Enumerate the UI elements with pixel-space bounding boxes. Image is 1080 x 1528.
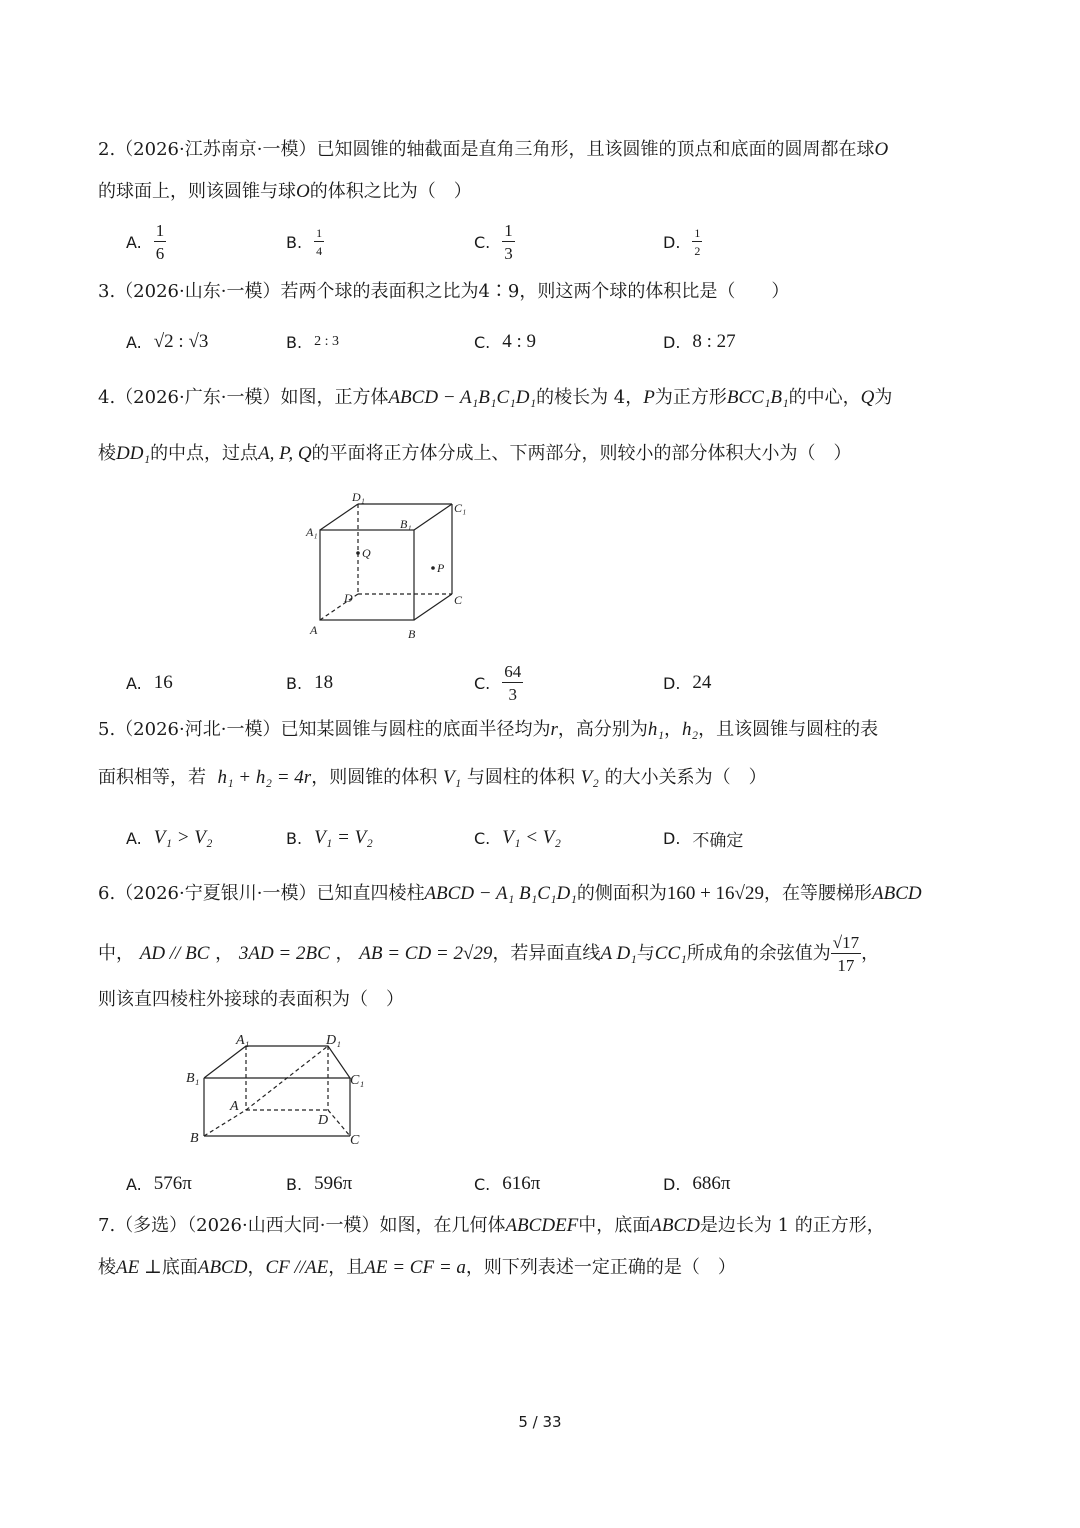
cube-label-b: B <box>408 627 416 641</box>
q5-option-c[interactable]: C. V₁ < V₂ <box>474 827 562 848</box>
q3-option-a[interactable]: A. √2 : √3 <box>126 331 209 352</box>
prism-label-d1: D₁ <box>326 1033 341 1048</box>
q2-line1: 2.（2026·江苏南京·一模）已知圆锥的轴截面是直角三角形，且该圆锥的顶点和底面的圆周都在球O <box>98 139 889 160</box>
q3-option-b[interactable]: B. 2 : 3 <box>286 332 339 352</box>
prism-label-c: C <box>350 1133 360 1148</box>
q3-option-d[interactable]: D. 8 : 27 <box>663 331 736 352</box>
cube-label-c1: C₁ <box>454 501 467 515</box>
q6-option-c[interactable]: C. 616π <box>474 1173 541 1194</box>
cube-label-b1: B₁ <box>400 517 412 531</box>
q3-line1: 3.（2026·山东·一模）若两个球的表面积之比为4∶9，则这两个球的体积比是（ ） <box>98 281 790 302</box>
q5-option-a[interactable]: A. V₁ > V₂ <box>126 827 213 848</box>
q4-option-a[interactable]: A. 16 <box>126 672 173 693</box>
prism-label-b: B <box>190 1131 199 1146</box>
q3-option-c[interactable]: C. 4 : 9 <box>474 331 537 352</box>
cube-label-a: A <box>310 623 318 637</box>
q4-option-d[interactable]: D. 24 <box>663 672 712 693</box>
q2-line2: 的球面上，则该圆锥与球O的体积之比为（ ） <box>98 181 472 202</box>
q4-option-c[interactable]: C. $\frac{64}{3}$ <box>474 662 522 704</box>
q5-option-b[interactable]: B. V₁ = V₂ <box>286 827 373 848</box>
q6-option-d[interactable]: D. 686π <box>663 1173 731 1194</box>
q2-options <box>126 222 1026 262</box>
cube-label-q: Q <box>362 546 371 560</box>
cube-label-c: C <box>454 593 463 607</box>
q4-line2: 棱DD₁的中点，过点A, P, Q的平面将正方体分成上、下两部分，则较小的部分体积大小为（ ） <box>98 443 852 464</box>
prism-label-d: D <box>318 1113 329 1128</box>
q6-options <box>126 1164 1026 1204</box>
prism-label-a: A <box>230 1099 239 1114</box>
q5-option-d[interactable]: D. 不确定 <box>663 828 744 851</box>
page-number: 5 / 33 <box>518 1413 562 1431</box>
prism-figure <box>180 1030 380 1150</box>
prism-label-b1: B₁ <box>186 1071 200 1086</box>
cube-label-d: D <box>344 591 353 605</box>
q2-option-a[interactable]: A. $\frac{1}{6}$ <box>126 221 165 263</box>
cube-label-p: P <box>437 561 445 575</box>
q6-line3: 则该直四棱柱外接球的表面积为（ ） <box>98 989 404 1010</box>
cube-label-d1: D₁ <box>352 492 365 504</box>
q4-line1: 4.（2026·广东·一模）如图，正方体ABCD − A₁B₁C₁D₁的棱长为 4，P为正方形BCC₁B₁的中心，Q为 <box>98 387 893 408</box>
q5-line1: 5.（2026·河北·一模）已知某圆锥与圆柱的底面半径均为r，高分别为h₁，h₂，且该圆锥与圆柱的表 <box>98 719 879 740</box>
q7-line1: 7.（多选）（2026·山西大同·一模）如图，在几何体ABCDEF中，底面ABCD是边长为 1 的正方形， <box>98 1215 885 1236</box>
cube-figure <box>300 492 480 644</box>
q6-option-a[interactable]: A. 576π <box>126 1173 192 1194</box>
q2-option-c[interactable]: C. $\frac{1}{3}$ <box>474 221 513 263</box>
q7-line2: 棱AE ⊥底面ABCD，CF //AE，且AE = CF = a，则下列表述一定正确的是（ ） <box>98 1257 736 1278</box>
q5-line2: 面积相等，若 h₁ + h₂ = 4r，则圆锥的体积 V₁ 与圆柱的体积 V₂ 的大小关系为（ ） <box>98 767 767 788</box>
q4-options <box>126 660 1026 706</box>
q3-options <box>126 322 1026 362</box>
q5-options <box>126 818 1026 858</box>
prism-label-c1: C₁ <box>350 1073 365 1088</box>
cube-label-a1: A₁ <box>306 525 318 539</box>
q2-option-d[interactable]: D. $\frac{1}{2}$ <box>663 226 701 258</box>
q4-option-b[interactable]: B. 18 <box>286 672 334 693</box>
q6-line1: 6.（2026·宁夏银川·一模）已知直四棱柱ABCD − A₁ B₁C₁D₁的侧面积为160 + 16√29，在等腰梯形ABCD <box>98 883 922 904</box>
q2-option-b[interactable]: B. $\frac{1}{4}$ <box>286 226 323 258</box>
q6-option-b[interactable]: B. 596π <box>286 1173 353 1194</box>
q6-line2: 中， AD // BC ， 3AD = 2BC ， AB = CD = 2√29 ，若异面直线 A D₁ 与 CC₁ 所成角的余弦值为 $\frac{√17}{17}$ ， <box>98 933 880 975</box>
prism-label-a1: A₁ <box>236 1033 250 1048</box>
